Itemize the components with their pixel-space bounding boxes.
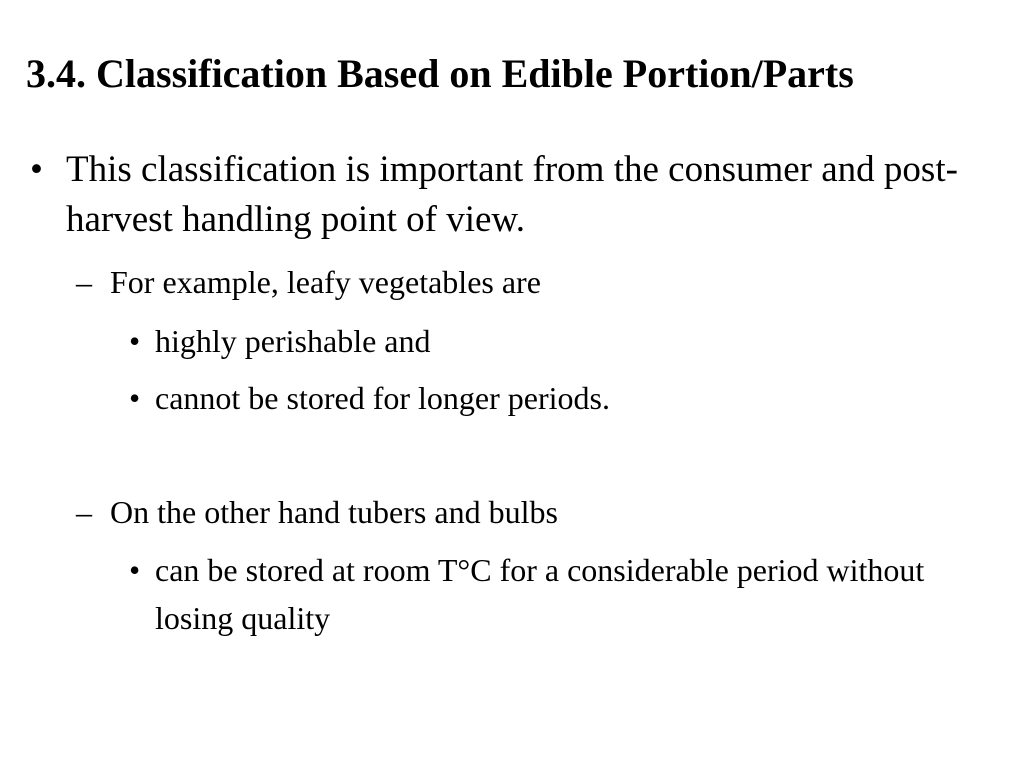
bullet-marker: • — [129, 380, 141, 416]
tubers-point-storage — [129, 546, 999, 642]
example-leafy-text: For example, leafy vegetables are — [110, 264, 541, 300]
dash-marker: – — [76, 494, 92, 530]
leafy-point-perishable — [129, 317, 430, 365]
leafy-point-storage-text: cannot be stored for longer periods. — [155, 380, 610, 416]
example-tubers — [76, 492, 558, 532]
bullet-marker: • — [30, 149, 43, 190]
main-bullet-text: This classification is important from the consumer and post-harvest handling point of view. — [66, 149, 958, 240]
example-tubers-text: On the other hand tubers and bulbs — [110, 494, 558, 530]
tubers-point-storage-text: can be stored at room T°C for a considerable period without losing quality — [155, 552, 925, 636]
bullet-marker: • — [129, 552, 141, 588]
leafy-point-storage — [129, 374, 610, 422]
main-bullet — [30, 145, 990, 245]
leafy-point-perishable-text: highly perishable and — [155, 323, 431, 359]
bullet-marker: • — [129, 323, 141, 359]
example-leafy — [76, 262, 541, 302]
slide-title: 3.4. Classification Based on Edible Portion/Parts — [26, 51, 854, 96]
dash-marker: – — [76, 264, 92, 300]
